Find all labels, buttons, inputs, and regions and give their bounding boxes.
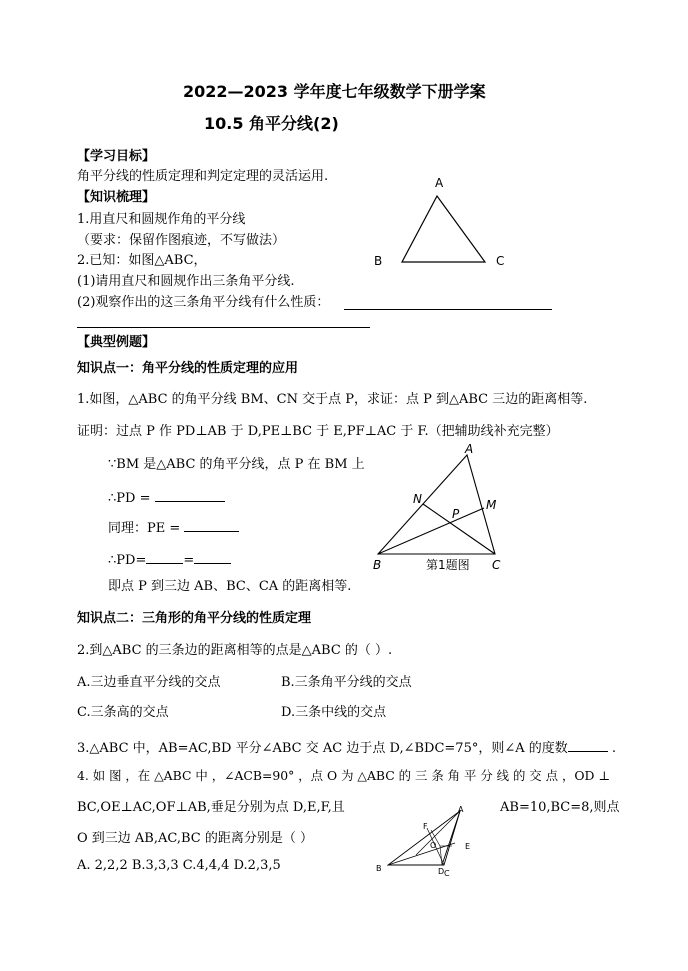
vertex-c-label: C: [496, 254, 505, 268]
goals-heading: 【学习目标】: [77, 149, 156, 164]
fig4-label-f: F: [423, 822, 428, 831]
question-4-line3: O 到三边 AB,AC,BC 的距离分别是（ ）: [77, 831, 314, 846]
divider-line: [77, 327, 370, 328]
point1-title: 知识点一：角平分线的性质定理的应用: [77, 361, 299, 376]
page-subtitle: 10.5 角平分线(2): [204, 114, 339, 133]
fig1-label-a: A: [465, 442, 474, 456]
fig1-label-n: N: [413, 492, 422, 506]
question-4-line2a: BC,OE⊥AC,OF⊥AB,垂足分别为点 D,E,F,且: [77, 800, 345, 815]
page-title: 2022—2023 学年度七年级数学下册学案: [183, 82, 486, 101]
question-3-end: .: [611, 741, 617, 756]
question-1: 1.如图，△ABC 的角平分线 BM、CN 交于点 P，求证：点 P 到△ABC 三边的距离相等.: [77, 392, 588, 407]
fig4-label-a: A: [458, 805, 464, 814]
fig4-label-c: C: [444, 869, 450, 878]
proof-step3-wrap: [108, 518, 239, 535]
proof-step2: ∴PD =: [108, 491, 151, 506]
examples-heading: 【典型例题】: [77, 335, 156, 350]
answer-line: [344, 309, 552, 310]
review-item2: 2.已知：如图△ABC，: [77, 253, 207, 268]
proof-step3: 同理：PE =: [108, 521, 181, 536]
review-item1-note: （要求：保留作图痕迹，不写做法）: [77, 233, 286, 248]
triangle-abc-figure: [365, 170, 515, 270]
q2-choice-d: D.三条中线的交点: [281, 705, 387, 720]
review-item1: 1.用直尺和圆规作角的平分线: [77, 212, 246, 227]
fig4-label-d: D: [438, 867, 445, 876]
goals-text: 角平分线的性质定理和判定定理的灵活运用.: [77, 169, 329, 184]
proof-step4-wrap: [108, 550, 231, 567]
blank-angle-a: [568, 738, 608, 752]
proof-step2-wrap: [108, 488, 225, 505]
blank-pe: [184, 518, 239, 532]
blank-pd: [155, 488, 225, 502]
review-heading: 【知识梳理】: [77, 190, 156, 205]
point2-title: 知识点二：三角形的角平分线的性质定理: [77, 611, 312, 626]
fig1-caption: 第1题图: [426, 558, 470, 572]
proof-step4-b: =: [183, 553, 195, 568]
review-item2-a: (1)请用直尺和圆规作出三条角平分线.: [77, 274, 295, 289]
q2-choice-b: B.三条角平分线的交点: [281, 675, 412, 690]
review-item2-b: (2)观察作出的这三条角平分线有什么性质：: [77, 295, 330, 310]
question-3: 3.△ABC 中，AB=AC,BD 平分∠ABC 交 AC 边于点 D,∠BDC=75°，则∠A 的度数: [77, 741, 568, 756]
blank-1: [146, 550, 183, 564]
proof-step4-a: ∴PD=: [108, 553, 147, 568]
fig4-label-e: E: [465, 842, 471, 851]
question-4-line2b: AB=10,BC=8,则点: [500, 800, 620, 815]
proof-step5: 即点 P 到三边 AB、BC、CA 的距离相等.: [108, 579, 352, 594]
question-4-line1: 4. 如 图 ，在 △ABC 中 ，∠ACB=90° ，点 O 为 △ABC 的 三 条 角 平 分 线 的 交 点 ，OD ⊥: [77, 768, 611, 783]
figure-4: [372, 803, 488, 879]
proof-intro: 证明：过点 P 作 PD⊥AB 于 D,PE⊥BC 于 E,PF⊥AC 于 F.（把辅助线补充完整）: [77, 424, 559, 439]
question-4-choices: A. 2,2,2 B.3,3,3 C.4,4,4 D.2,3,5: [77, 858, 281, 873]
figure-1: [370, 441, 510, 575]
blank-2: [194, 550, 231, 564]
q2-choice-c: C.三条高的交点: [77, 705, 169, 720]
question-3-wrap: [77, 738, 616, 755]
fig1-label-p: P: [452, 507, 460, 521]
fig4-label-b: B: [376, 864, 382, 873]
fig1-label-c: C: [492, 558, 501, 572]
proof-step1: ∵BM 是△ABC 的角平分线，点 P 在 BM 上: [108, 457, 365, 472]
fig4-label-o: O: [430, 841, 437, 850]
fig1-label-m: M: [486, 498, 497, 512]
q2-choice-a: A.三边垂直平分线的交点: [77, 675, 221, 690]
fig1-label-b: B: [373, 558, 382, 572]
question-2: 2.到△ABC 的三条边的距离相等的点是△ABC 的（ ）.: [77, 643, 393, 658]
vertex-b-label: B: [374, 254, 383, 268]
vertex-a-label: A: [435, 176, 444, 190]
